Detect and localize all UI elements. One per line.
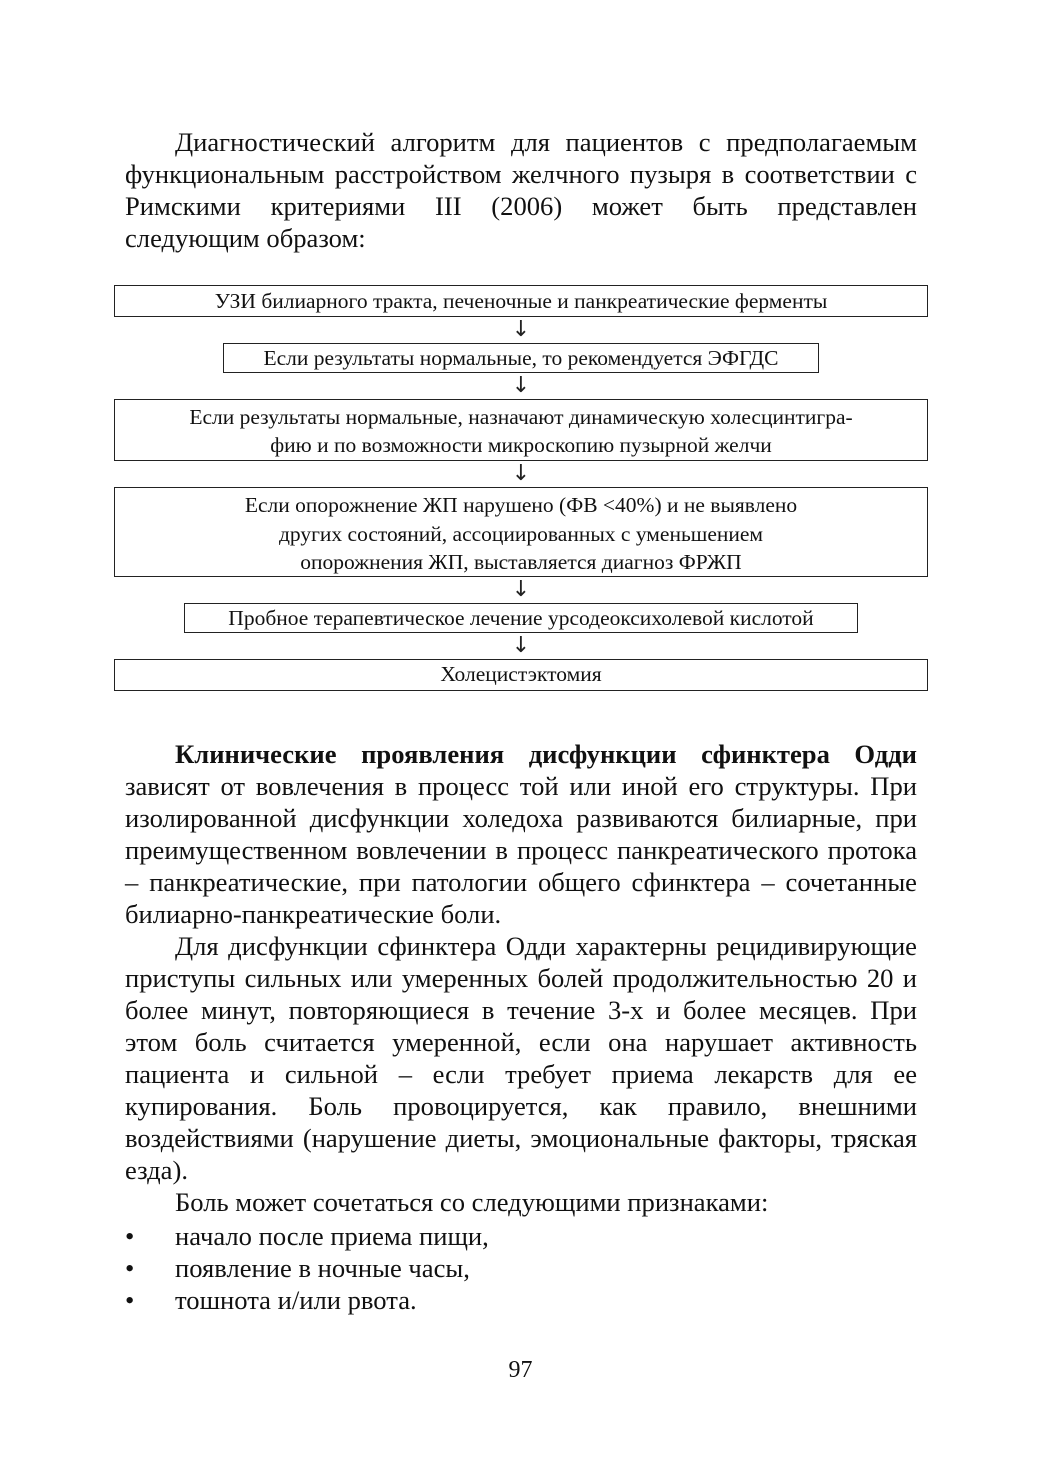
flow-step-4-line-3: опорожнения ЖП, выставляется диагноз ФРЖП bbox=[300, 550, 742, 574]
flow-step-5 bbox=[184, 603, 858, 633]
bullet-icon: • bbox=[125, 1221, 135, 1251]
flow-step-1 bbox=[114, 285, 928, 317]
flow-step-4-line-2: других состояний, ассоциированных с уменьшением bbox=[278, 521, 764, 546]
flow-step-4 bbox=[114, 487, 928, 577]
flow-arrow-icon: ↓ bbox=[511, 577, 531, 602]
flow-arrow-icon: ↓ bbox=[511, 317, 531, 342]
clinical-section bbox=[125, 738, 917, 1218]
flow-step-6-line-1: Холецистэктомия bbox=[440, 662, 602, 686]
flow-step-6 bbox=[114, 659, 928, 691]
flow-step-3-line-2: фию и по возможности микроскопию пузырной желчи bbox=[270, 433, 772, 457]
flow-step-2 bbox=[223, 343, 819, 373]
list-item-text: тошнота и/или рвота. bbox=[175, 1285, 417, 1315]
flow-step-3-line-1: Если результаты нормальные, назначают динамическую холесцинтигра- bbox=[189, 405, 853, 429]
list-item bbox=[125, 1252, 917, 1284]
clinical-lead-heading: Клинические проявления дисфункции сфинктера Одди bbox=[175, 739, 917, 769]
bullet-icon: • bbox=[125, 1285, 135, 1315]
clinical-paragraph-2: Для дисфункции сфинктера Одди характерны рецидивирующие приступы сильных или умеренных болей продолжительностью 20 и более минут, повторяющиеся в течение 3-х и более месяцев. При этом боль считается умеренной, если она нарушает активность пациента и сильной – если требует приема лекарств для ее купирования. Боль провоцируется, как правило, внешними воздействиями (нарушение диеты, эмоциональные факторы, тряская езда). bbox=[125, 931, 917, 1185]
list-item bbox=[125, 1220, 917, 1252]
page-number: 97 bbox=[508, 1357, 533, 1383]
symptom-list bbox=[125, 1220, 917, 1316]
flow-step-3 bbox=[114, 399, 928, 461]
flow-step-4-line-1: Если опорожнение ЖП нарушено (ФВ <40%) и не выявлено bbox=[244, 493, 798, 517]
flow-arrow-icon: ↓ bbox=[511, 461, 531, 486]
list-item-text: появление в ночные часы, bbox=[175, 1253, 470, 1283]
flow-arrow-icon: ↓ bbox=[511, 633, 531, 658]
flow-step-1-line-1: УЗИ билиарного тракта, печеночные и панкреатические ферменты bbox=[214, 289, 828, 313]
clinical-paragraph-3: Боль может сочетаться со следующими признаками: bbox=[175, 1187, 769, 1217]
flow-arrow-icon: ↓ bbox=[511, 373, 531, 398]
clinical-paragraph-1-text: зависят от вовлечения в процесс той или иной его структуры. При изолированной дисфункции холедоха развиваются билиарные, при преимущественном вовлечении в процесс панкреатического протока – панкреатические, при патологии общего сфинктера – сочетанные билиарно-панкреатические боли. bbox=[125, 771, 917, 929]
flow-step-5-line-1: Пробное терапевтическое лечение урсодеоксихолевой кислотой bbox=[228, 606, 814, 630]
list-item bbox=[125, 1284, 917, 1316]
intro-paragraph: Диагностический алгоритм для пациентов с предполагаемым функциональным расстройством желчного пузыря в соответствии с Римскими критериями III (2006) может быть представлен следующим образом: bbox=[125, 127, 917, 253]
flow-step-2-line-1: Если результаты нормальные, то рекомендуется ЭФГДС bbox=[263, 346, 779, 370]
diagnostic-flowchart bbox=[114, 285, 928, 691]
bullet-icon: • bbox=[125, 1253, 135, 1283]
list-item-text: начало после приема пищи, bbox=[175, 1221, 489, 1251]
clinical-paragraph-1 bbox=[125, 738, 917, 930]
